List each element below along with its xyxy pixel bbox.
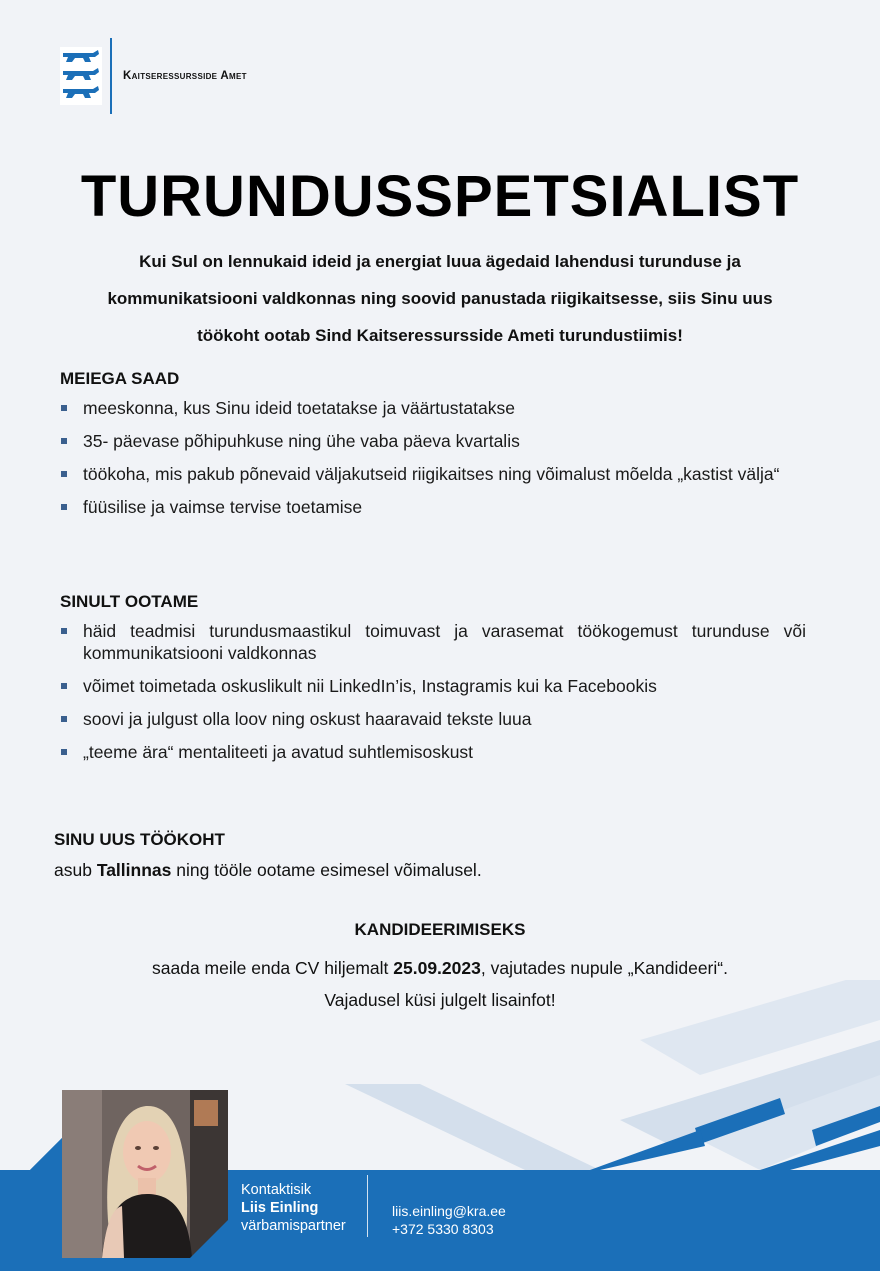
offer-list xyxy=(60,397,806,518)
list-item: soovi ja julgust olla loov ning oskust haaravaid tekste luua xyxy=(60,708,806,730)
apply-text: saada meile enda CV hiljemalt 25.09.2023, vajutades nupule „Kandideeri“. xyxy=(152,958,728,978)
list-item: 35- päevase põhipuhkuse ning ühe vaba päeva kvartalis xyxy=(60,430,806,452)
decor-stripe xyxy=(345,1084,600,1170)
bullet-icon xyxy=(61,405,67,411)
workplace-city: Tallinnas xyxy=(96,860,172,880)
bullet-icon xyxy=(61,716,67,722)
organization-name: Kaitseressursside Amet xyxy=(123,70,247,82)
contact-phone[interactable]: +372 5330 8303 xyxy=(392,1221,494,1237)
contact-photo xyxy=(62,1090,228,1258)
workplace-section xyxy=(54,830,482,881)
job-title: TURUNDUSSPETSIALIST xyxy=(80,164,800,229)
apply-heading: KANDIDEERIMISEKS xyxy=(354,920,526,939)
offer-heading: MEIEGA SAAD xyxy=(60,369,180,388)
expect-list xyxy=(60,620,806,763)
apply-note: Vajadusel küsi julgelt lisainfot! xyxy=(324,990,556,1010)
offer-section xyxy=(60,369,806,529)
estonian-coat-of-arms-icon xyxy=(60,47,102,105)
list-item: töökoha, mis pakub põnevaid väljakutseid riigikaitses ning võimalust mõelda „kastist välja“ xyxy=(60,463,806,485)
intro-text xyxy=(80,243,800,354)
contact-email[interactable]: liis.einling@kra.ee xyxy=(392,1203,506,1219)
list-item: võimet toimetada oskuslikult nii LinkedIn’is, Instagramis kui ka Facebookis xyxy=(60,675,806,697)
workplace-heading: SINU UUS TÖÖKOHT xyxy=(54,830,225,849)
contact-person xyxy=(241,1181,346,1235)
apply-deadline: 25.09.2023 xyxy=(393,958,481,978)
bullet-icon xyxy=(61,438,67,444)
bullet-icon xyxy=(61,504,67,510)
contact-role: värbamispartner xyxy=(241,1218,346,1234)
bullet-icon xyxy=(61,683,67,689)
contact-divider xyxy=(367,1175,368,1237)
list-item: meeskonna, kus Sinu ideid toetatakse ja väärtustatakse xyxy=(60,397,806,419)
bullet-icon xyxy=(61,628,67,634)
organization-logo xyxy=(60,38,247,114)
footer-notch xyxy=(30,1138,62,1170)
contact-details xyxy=(392,1202,506,1238)
logo-divider xyxy=(110,38,112,114)
intro-line: Kui Sul on lennukaid ideid ja energiat luua ägedaid lahendusi turunduse ja xyxy=(139,252,741,271)
person-portrait-icon xyxy=(62,1090,228,1258)
bullet-icon xyxy=(61,749,67,755)
intro-line: kommunikatsiooni valdkonnas ning soovid panustada riigikaitsesse, siis Sinu uus xyxy=(107,289,773,308)
bullet-icon xyxy=(61,471,67,477)
workplace-text: asub Tallinnas ning tööle ootame esimesel võimalusel. xyxy=(54,860,482,880)
contact-name: Liis Einling xyxy=(241,1200,319,1216)
intro-line: töökoht ootab Sind Kaitseressursside Ameti turundustiimis! xyxy=(197,326,683,345)
decor-stripe xyxy=(590,1130,705,1170)
list-item: füüsilise ja vaimse tervise toetamise xyxy=(60,496,806,518)
list-item: „teeme ära“ mentaliteeti ja avatud suhtlemisoskust xyxy=(60,741,806,763)
list-item: häid teadmisi turundusmaastikul toimuvast ja varasemat töökogemust turunduse või kommunikatsiooni valdkonnas xyxy=(60,620,806,664)
contact-label: Kontaktisik xyxy=(241,1182,312,1198)
expect-section xyxy=(60,592,806,774)
expect-heading: SINULT OOTAME xyxy=(60,592,199,611)
